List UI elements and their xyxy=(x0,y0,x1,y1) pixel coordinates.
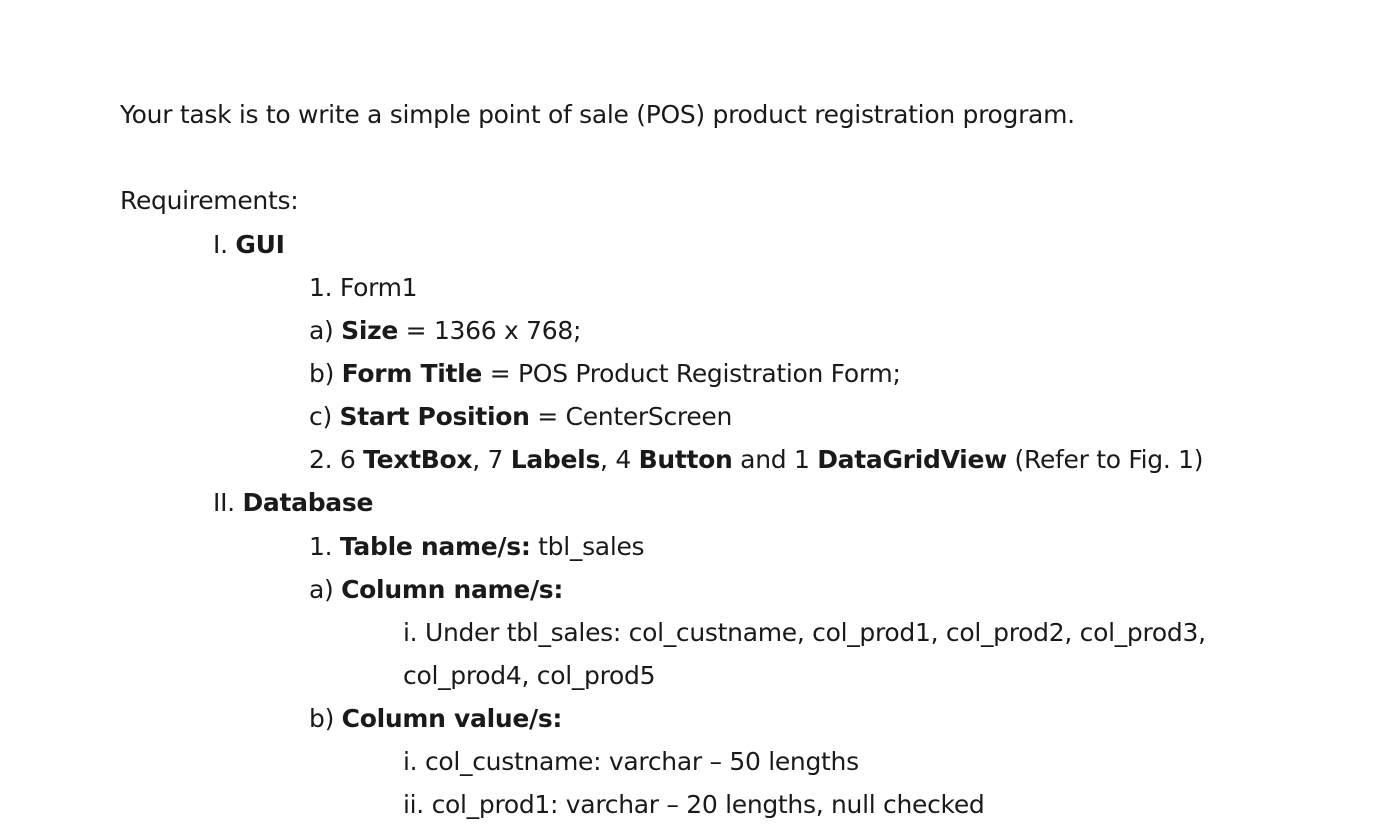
section-number: II. xyxy=(213,488,243,517)
item-key: Column name/s: xyxy=(341,575,564,604)
database-column-values-item xyxy=(309,704,562,734)
section-gui-heading xyxy=(213,230,285,260)
item-prefix: 1. xyxy=(309,532,340,561)
gui-form-item: 1. Form1 xyxy=(309,273,418,302)
control-labels: Labels xyxy=(510,445,601,474)
section-number: I. xyxy=(213,230,236,259)
column-names-line-1: i. Under tbl_sales: col_custname, col_prod1, col_prod2, col_prod3, xyxy=(403,618,1206,647)
item-prefix: b) xyxy=(309,359,342,388)
item-key: Table name/s: xyxy=(339,532,531,561)
database-column-names-item xyxy=(309,575,563,605)
item-key: Start Position xyxy=(339,402,530,431)
column-names-line-2: col_prod4, col_prod5 xyxy=(403,661,656,690)
separator: and 1 xyxy=(732,445,818,474)
gui-start-position-item xyxy=(309,402,732,432)
item-value: = POS Product Registration Form; xyxy=(482,359,901,388)
column-value-item: ii. col_prod1: varchar – 20 lengths, null checked xyxy=(403,790,985,819)
item-key: Form Title xyxy=(341,359,483,388)
item-value: = CenterScreen xyxy=(529,402,733,431)
section-database-heading xyxy=(213,488,373,518)
item-prefix: c) xyxy=(309,402,340,431)
item-prefix: b) xyxy=(309,704,342,733)
section-title: Database xyxy=(242,488,374,517)
gui-form-title-item xyxy=(309,359,901,389)
item-prefix: 2. 6 xyxy=(309,445,364,474)
column-value-item: i. col_custname: varchar – 50 lengths xyxy=(403,747,859,776)
item-value: tbl_sales xyxy=(530,532,645,561)
separator: , 7 xyxy=(472,445,511,474)
intro-paragraph: Your task is to write a simple point of sale (POS) product registration program. xyxy=(120,100,1075,129)
control-datagridview: DataGridView xyxy=(817,445,1007,474)
database-table-item xyxy=(309,532,644,562)
item-key: Size xyxy=(341,316,399,345)
control-textbox: TextBox xyxy=(363,445,473,474)
item-value: = 1366 x 768; xyxy=(398,316,582,345)
section-title: GUI xyxy=(235,230,285,259)
gui-size-item xyxy=(309,316,581,346)
item-prefix: a) xyxy=(309,316,342,345)
item-key: Column value/s: xyxy=(341,704,563,733)
gui-controls-item xyxy=(309,445,1203,475)
control-button: Button xyxy=(638,445,733,474)
item-prefix: a) xyxy=(309,575,342,604)
item-suffix: (Refer to Fig. 1) xyxy=(1006,445,1204,474)
requirements-heading: Requirements: xyxy=(120,186,299,215)
separator: , 4 xyxy=(600,445,639,474)
